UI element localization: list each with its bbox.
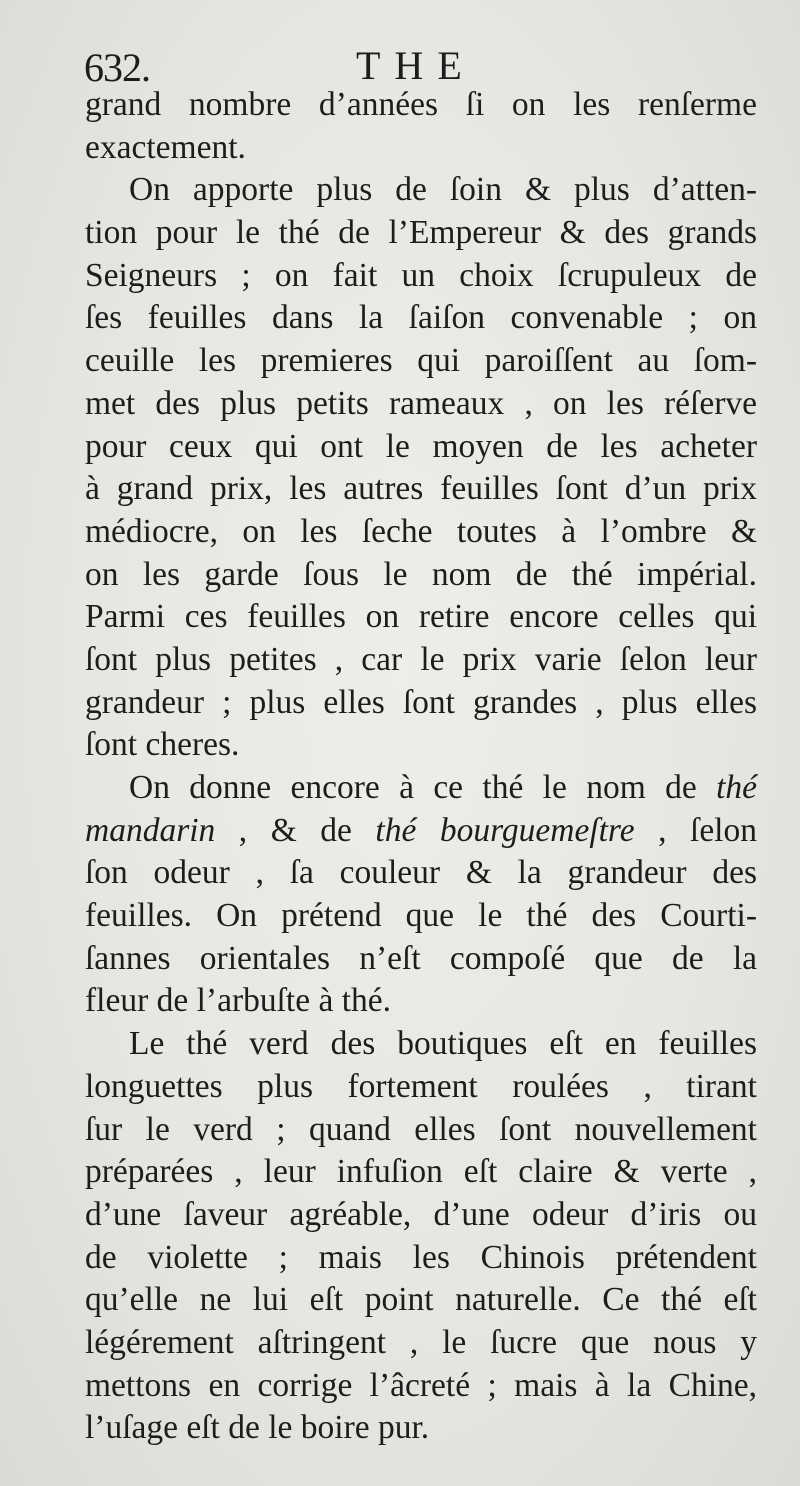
text-line: d’une ſaveur agréable, d’une odeur d’iris ou — [85, 1195, 757, 1233]
italic-run: thé bourguemeſtre — [375, 811, 635, 849]
text-line: l’uſage eſt de le boire pur. — [85, 1409, 430, 1447]
paragraph-start-line — [85, 767, 757, 810]
text-line: grandeur ; plus elles ſont grandes , plus elles — [85, 683, 757, 721]
text-line: Parmi ces feuilles on retire encore celles qui — [85, 598, 757, 636]
text-run: , & de — [215, 811, 376, 849]
paragraph-start-line: Le thé verd des boutiques eſt en feuilles — [129, 1025, 757, 1063]
page-number: 632. — [84, 45, 150, 90]
text-line: préparées , leur infuſion eſt claire & verte , — [85, 1153, 757, 1191]
text-line: on les garde ſous le nom de thé impérial. — [85, 555, 757, 593]
text-line: longuettes plus fortement roulées , tirant — [85, 1067, 757, 1105]
text-line: ſon odeur , ſa couleur & la grandeur des — [85, 854, 757, 892]
text-line: exactement. — [85, 128, 246, 166]
text-line: ſur le verd ; quand elles ſont nouvellement — [85, 1110, 757, 1148]
text-line: fleur de l’arbuſte à thé. — [85, 982, 391, 1020]
text-run: , ſelon — [634, 811, 757, 849]
text-line: légérement aſtringent , le ſucre que nous y — [85, 1323, 757, 1361]
text-line: mettons en corrige l’âcreté ; mais à la Chine, — [85, 1366, 757, 1404]
text-line: à grand prix, les autres feuilles ſont d’un prix — [85, 470, 757, 508]
text-line: ſes feuilles dans la ſaiſon convenable ; on — [85, 299, 757, 337]
text-line: de violette ; mais les Chinois prétendent — [85, 1238, 757, 1276]
text-line: tion pour le thé de l’Empereur & des grands — [85, 214, 757, 252]
text-line: pour ceux qui ont le moyen de les acheter — [85, 427, 757, 465]
text-line: ſannes orientales n’eſt compoſé que de la — [85, 939, 757, 977]
text-line — [85, 810, 757, 853]
italic-run: thé — [716, 769, 757, 806]
text-line: grand nombre d’années ſi on les renſerme — [85, 86, 757, 123]
text-line: ceuille les premieres qui paroiſſent au ſom- — [85, 342, 757, 380]
text-line: ſont cheres. — [85, 726, 240, 764]
paragraph-start-line: On apporte plus de ſoin & plus d’atten- — [129, 171, 757, 209]
text-run: On donne encore à ce thé le nom de — [129, 769, 717, 806]
body-text — [85, 84, 757, 1450]
text-line: Seigneurs ; on fait un choix ſcrupuleux de — [85, 256, 757, 294]
text-line: met des plus petits rameaux , on les réſerve — [85, 384, 757, 422]
running-head: THE — [356, 43, 476, 88]
text-line: feuilles. On prétend que le thé des Courti- — [85, 897, 757, 935]
italic-run: mandarin — [85, 811, 216, 849]
text-line: ſont plus petites , car le prix varie ſelon leur — [85, 640, 757, 678]
text-line: médiocre, on les ſeche toutes à l’ombre & — [85, 512, 757, 550]
text-line: qu’elle ne lui eſt point naturelle. Ce thé eſt — [85, 1281, 757, 1319]
